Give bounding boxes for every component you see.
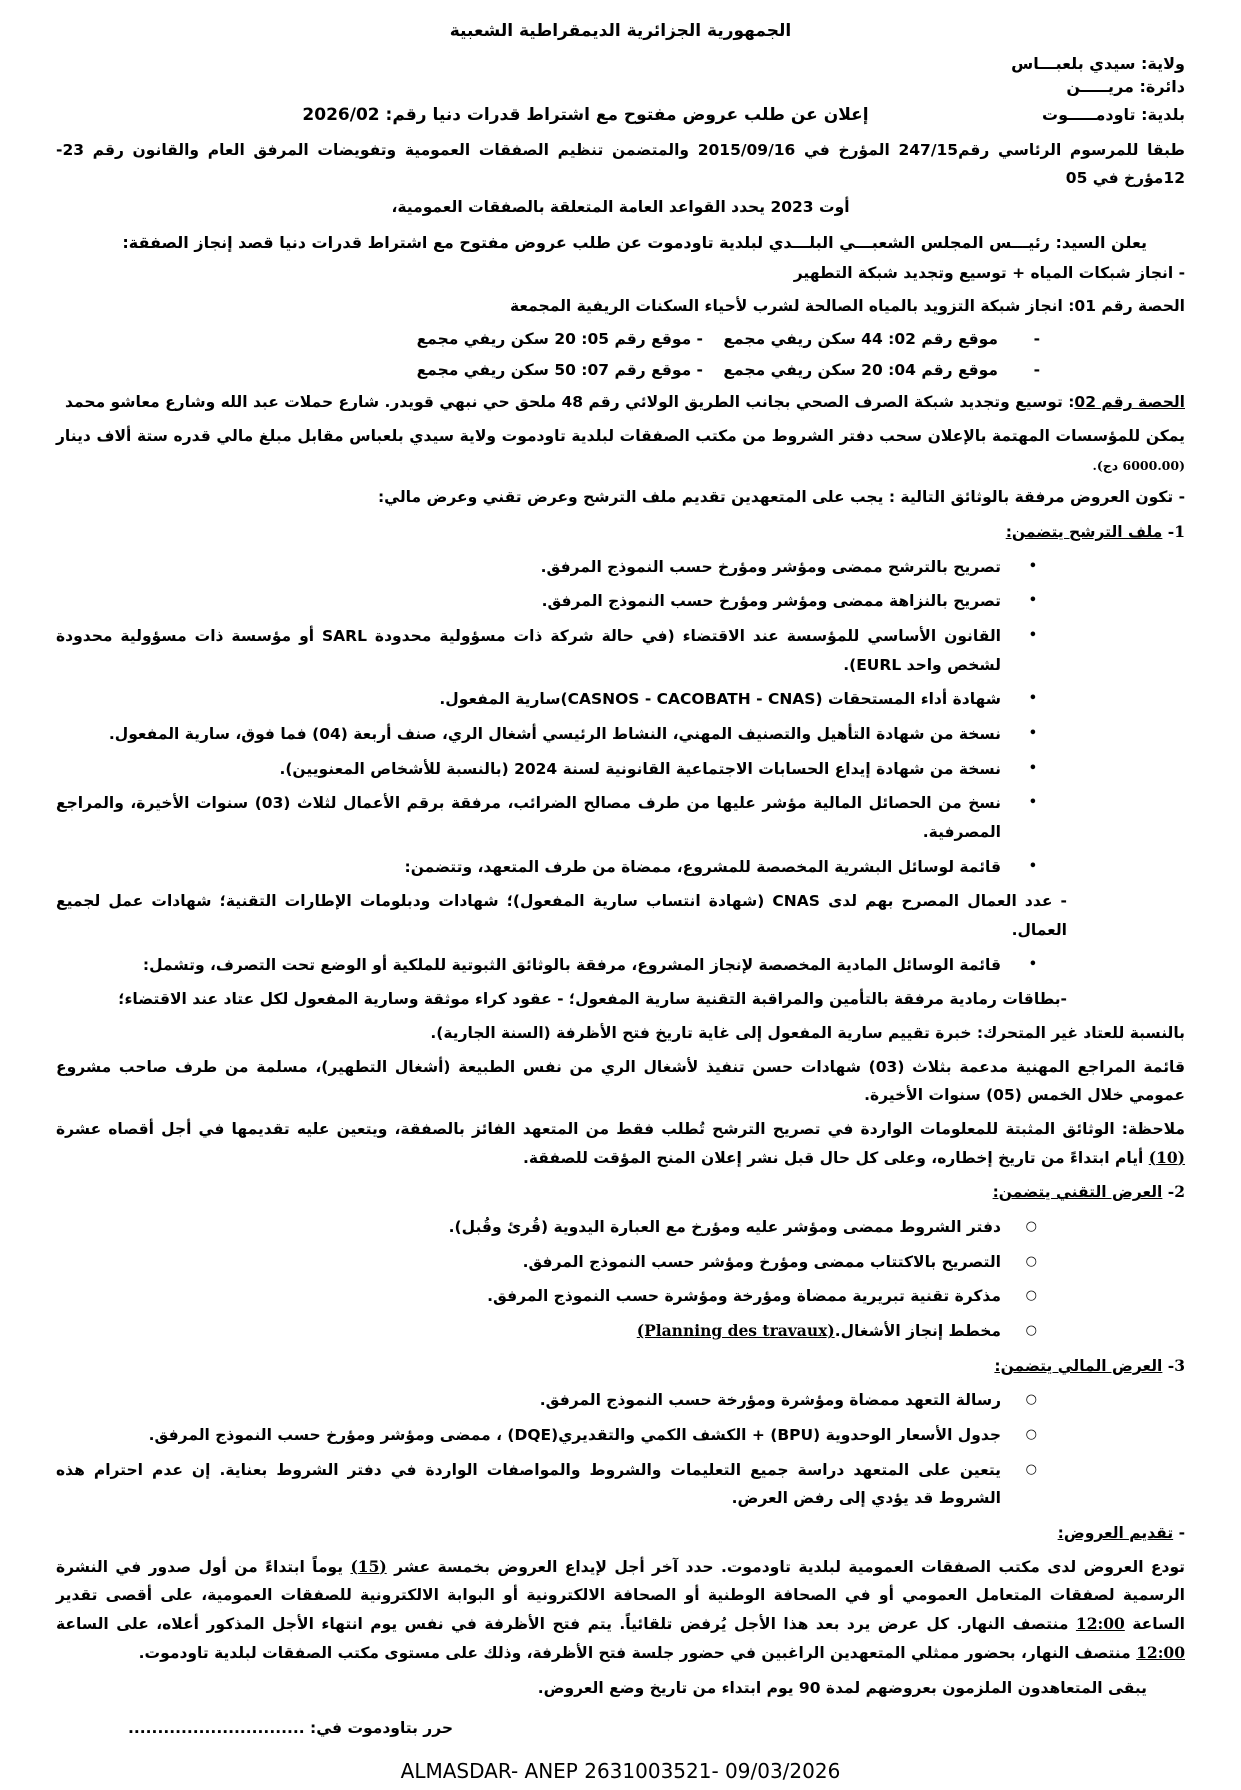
- bullet-marker: •: [1028, 628, 1037, 643]
- technical-offer-item: [56, 1248, 1185, 1277]
- lot1-heading: [56, 292, 1185, 321]
- commune-title-row: [56, 100, 1185, 131]
- submission-paragraph: [56, 1553, 1185, 1668]
- lot1-locations-row2: [56, 357, 1185, 383]
- legal-basis-line2: أوت 2023 يحدد القواعد العامة المتعلقة بالصفقات العمومية،: [391, 198, 850, 216]
- announcement-intro: يعلن السيد: رئيـــس المجلس الشعبـــي البلـــدي لبلدية تاودموت عن طلب عروض مفتوح مع اشتراط قدرات دنيا قصد إنجاز الصفقة:: [122, 232, 1147, 252]
- circle-marker: ○: [1025, 1253, 1037, 1269]
- item-text: شهادة أداء المستحقات (CASNOS - CACOBATH - CNAS)سارية المفعول.: [439, 690, 1001, 709]
- submission-text: منتصف النهار، بحضور ممثلي المتعهدين الراغبين في حضور جلسة فتح الأظرفة، وذلك على مستوى مكتب الصفقات لبلدية تاودموت.: [138, 1643, 1137, 1662]
- deadline-days-number: (15): [350, 1556, 387, 1576]
- deadline-time: 12:00: [1075, 1614, 1125, 1634]
- opening-time: 12:00: [1136, 1642, 1185, 1662]
- bullet-marker: •: [1028, 795, 1037, 811]
- item-text: رسالة التعهد ممضاة ومؤشرة ومؤرخة حسب النموذج المرفق.: [539, 1391, 1001, 1410]
- wilaya-line: ولاية: سيدي بلعبـــاس: [1011, 54, 1185, 74]
- bullet-marker: •: [1028, 558, 1037, 574]
- section-number: 2-: [1167, 1182, 1185, 1202]
- candidacy-file-item: [56, 622, 1185, 679]
- commune-line: بلدية: تاودمـــــوت: [1042, 105, 1185, 125]
- equipment-sub-item: -بطاقات رمادية مرفقة بالتأمين والمراقبة التقنية سارية المفعول؛ - عقود كراء موثقة وسارية المفعول لكل عتاد عند الاقتضاء؛: [118, 990, 1067, 1009]
- fee-text: يمكن للمؤسسات المهتمة بالإعلان سحب دفتر الشروط من مكتب الصفقات لبلدية تاودموت ولاية سيدي بلعباس مقابل مبلغ مالي قدره ستة ألاف دينار: [56, 426, 1185, 445]
- bullet-marker: •: [1028, 726, 1037, 742]
- submission-heading: [56, 1519, 1185, 1548]
- circle-marker: ○: [1025, 1392, 1037, 1408]
- candidacy-file-item: [56, 587, 1185, 616]
- section-title: ملف الترشح يتضمن:: [1005, 522, 1163, 541]
- technical-offer-item: [56, 1213, 1185, 1242]
- item-text: دفتر الشروط ممضى ومؤشر عليه ومؤرخ مع العبارة اليدوية (قُرئ وقُبل).: [448, 1218, 1001, 1237]
- bullet-marker: •: [1028, 760, 1037, 776]
- dash-marker: -: [1033, 329, 1040, 348]
- planning-item-text: [637, 1317, 1001, 1346]
- fixed-equipment-note: بالنسبة للعتاد غير المتحرك: خبرة تقييم سارية المفعول إلى غاية تاريخ فتح الأظرفة (السنة الجارية).: [430, 1024, 1185, 1043]
- item-text: قائمة لوسائل البشرية المخصصة للمشروع، ممضاة من طرف المتعهد، وتتضمن:: [404, 857, 1001, 876]
- technical-offer-item: [56, 1282, 1185, 1311]
- note-text: ملاحظة: الوثائق المثبتة للمعلومات الواردة في تصريح الترشح تُطلب فقط من المتعهد الفائز بالصفقة، ويتعين عليه تقديمها في أجل أقصاه عشرة: [56, 1120, 1185, 1139]
- candidacy-file-item: [56, 789, 1185, 846]
- location-item: - موقع رقم 07: 50 سكن ريفي مجمع: [416, 360, 703, 379]
- circle-marker: ○: [1025, 1427, 1037, 1443]
- announcement-title: إعلان عن طلب عروض مفتوح مع اشتراط قدرات دنيا رقم: 2026/02: [302, 105, 869, 126]
- lot2-heading: [56, 388, 1185, 417]
- lot1-locations-row1: [56, 326, 1185, 352]
- item-text: نسخة من شهادة التأهيل والتصنيف المهني، النشاط الرئيسي أشغال الري، صنف أربعة (04) فما فوق، سارية المفعول.: [108, 725, 1001, 744]
- fee-paragraph: [56, 422, 1185, 479]
- legal-basis-line1: طبقا للمرسوم الرئاسي رقم247/15 المؤرخ في 2015/09/16 والمتضمن تنظيم الصفقات العمومية وتفويضات المرفق العام والقانون رقم 23-12مؤرخ في 05: [56, 140, 1185, 188]
- circle-marker: ○: [1025, 1288, 1037, 1304]
- submission-text: يوماً ابتداءً من أول صدور في النشرة الرسمية لصفقات المتعامل العمومي أو في الصحافة الوطنية أو الصحافة الالكترونية أو البوابة الالكترونية للصفقات العمومية، على أقصى تقدير الساعة: [56, 1557, 1185, 1634]
- financial-offer-heading: [56, 1352, 1185, 1381]
- note-text: أيام ابتداءً من تاريخ إخطاره، وعلى كل حال قبل نشر إعلان المنح المؤقت للصفقة.: [522, 1148, 1149, 1167]
- item-text: مذكرة تقنية تبريرية ممضاة ومؤرخة ومؤشرة حسب النموذج المرفق.: [487, 1287, 1001, 1306]
- section-number: 3-: [1167, 1355, 1185, 1375]
- attachments-intro: - تكون العروض مرفقة بالوثائق التالية : يجب على المتعهدين تقديم ملف الترشح وعرض تقني وعرض مالي:: [377, 488, 1185, 507]
- daira-line: دائرة: مريـــــن: [1066, 76, 1185, 96]
- lot1-label: الحصة رقم 01:: [1068, 296, 1185, 315]
- note-days-number: (10): [1148, 1147, 1185, 1167]
- location-item: موقع رقم 02: 44 سكن ريفي مجمع: [723, 329, 998, 348]
- workers-sub-item: - عدد العمال المصرح بهم لدى CNAS (شهادة انتساب سارية المفعول)؛ شهادات ودبلومات الإطارات التقنية؛ شهادات عمل لجميع العمال.: [56, 892, 1067, 940]
- section-title: العرض التقني يتضمن:: [992, 1183, 1163, 1202]
- candidacy-file-item: [56, 853, 1185, 882]
- submission-title: تقديم العروض:: [1057, 1524, 1174, 1543]
- bullet-marker: •: [1028, 691, 1037, 707]
- item-text: تصريح بالنزاهة ممضى ومؤشر ومؤرخ حسب النموذج المرفق.: [541, 592, 1001, 611]
- submission-text: منتصف النهار. كل عرض يرد بعد هذا الأجل يُرفض تلقائياً. يتم فتح الأظرفة في نفس يوم انتهاء الأجل المذكور أعلاه، على الساعة: [56, 1615, 1076, 1634]
- item-text: تصريح بالترشح ممضى ومؤشر ومؤرخ حسب النموذج المرفق.: [540, 557, 1001, 576]
- planning-arabic: مخطط إنجاز الأشغال.: [834, 1322, 1001, 1341]
- section-title: العرض المالي يتضمن:: [994, 1356, 1163, 1375]
- anep-footer: ALMASDAR- ANEP 2631003521- 09/03/2026: [400, 1758, 841, 1783]
- signature-line: حرر بتاودموت في: ..............................: [128, 1719, 454, 1738]
- section-number: 1-: [1167, 521, 1185, 541]
- candidacy-file-item: [56, 720, 1185, 749]
- item-text: يتعين على المتعهد دراسة جميع التعليمات والشروط والمواصفات الواردة في دفتر الشروط بعناية. إن عدم احترام هذه الشروط قد يؤدي إلى رفض العرض.: [56, 1460, 1001, 1508]
- lot1-text: انجاز شبكة التزويد بالمياه الصالحة لشرب لأحياء السكنات الريفية المجمعة: [509, 296, 1069, 315]
- candidacy-file-item: [56, 553, 1185, 582]
- candidacy-file-item: [56, 685, 1185, 714]
- circle-marker: ○: [1025, 1219, 1037, 1235]
- bullet-marker: •: [1028, 956, 1037, 972]
- item-text: نسخة من شهادة إيداع الحسابات الاجتماعية القانونية لسنة 2024 (بالنسبة للأشخاص المعنويين).: [279, 759, 1001, 778]
- financial-offer-item: [56, 1421, 1185, 1450]
- candidacy-file-item: [56, 755, 1185, 784]
- bullet-marker: •: [1028, 593, 1037, 609]
- bullet-marker: •: [1028, 858, 1037, 874]
- works-planning-item: [56, 1317, 1185, 1346]
- item-text: جدول الأسعار الوحدوية (BPU) + الكشف الكمي والتقديري(DQE) ، ممضى ومؤشر ومؤرخ حسب النموذج المرفق.: [148, 1426, 1001, 1445]
- item-text: التصريح بالاكتتاب ممضى ومؤرخ ومؤشر حسب النموذج المرفق.: [522, 1252, 1001, 1271]
- dash-marker: -: [1033, 360, 1040, 379]
- lot2-label: الحصة رقم 02: [1074, 393, 1185, 412]
- planning-latin: (Planning des travaux): [636, 1321, 835, 1341]
- project-description: - انجاز شبكات المياه + توسيع وتجديد شبكة التطهير: [793, 264, 1185, 283]
- location-item: موقع رقم 04: 20 سكن ريفي مجمع: [723, 360, 998, 379]
- location-item: - موقع رقم 05: 20 سكن ريفي مجمع: [416, 329, 703, 348]
- item-text: القانون الأساسي للمؤسسة عند الاقتضاء (في حالة شركة ذات مسؤولية محدودة SARL أو مؤسسة ذات مسؤولية محدودة لشخص واحد EURL).: [56, 627, 1001, 674]
- submission-text: تودع العروض لدى مكتب الصفقات العمومية لبلدية تاودموت. حدد آخر أجل لإيداع العروض بخمسة عشر: [386, 1557, 1185, 1576]
- candidacy-file-heading: [56, 518, 1185, 547]
- candidacy-file-item: [56, 951, 1185, 980]
- note-paragraph: [56, 1115, 1185, 1172]
- lot2-text: : توسيع وتجديد شبكة الصرف الصحي بجانب الطريق الولائي رقم 48 ملحق حي نبهي قويدر. شارع حملات عبد الله وشارع معاشو محمد: [65, 393, 1075, 412]
- professional-references: قائمة المراجع المهنية مدعمة بثلاث (03) شهادات حسن تنفيذ لأشغال الري من نفس الطبيعة (أشغال التطهير)، مسلمة من طرف صاحب مشروع عمومي خلال الخمس (05) سنوات الأخيرة.: [56, 1057, 1185, 1105]
- circle-marker: ○: [1025, 1323, 1037, 1339]
- fee-amount: (6000.00 دج).: [1092, 457, 1185, 473]
- dash-marker: -: [1178, 1524, 1185, 1543]
- republic-title: الجمهورية الجزائرية الديمقراطية الشعبية: [449, 21, 792, 41]
- financial-offer-item: [56, 1456, 1185, 1513]
- item-text: نسخ من الحصائل المالية مؤشر عليها من طرف مصالح الضرائب، مرفقة برقم الأعمال لثلاث (03) سنوات الأخيرة، والمراجع المصرفية.: [56, 794, 1002, 842]
- commitment-paragraph: يبقى المتعاهدون الملزمون بعروضهم لمدة 90 يوم ابتداء من تاريخ وضع العروض.: [537, 1678, 1147, 1697]
- item-text: قائمة الوسائل المادية المخصصة لإنجاز المشروع، مرفقة بالوثائق الثبوتية للملكية أو الوضع تحت التصرف، وتشمل:: [142, 955, 1001, 974]
- financial-offer-item: [56, 1386, 1185, 1415]
- technical-offer-heading: [56, 1178, 1185, 1207]
- circle-marker: ○: [1025, 1461, 1037, 1477]
